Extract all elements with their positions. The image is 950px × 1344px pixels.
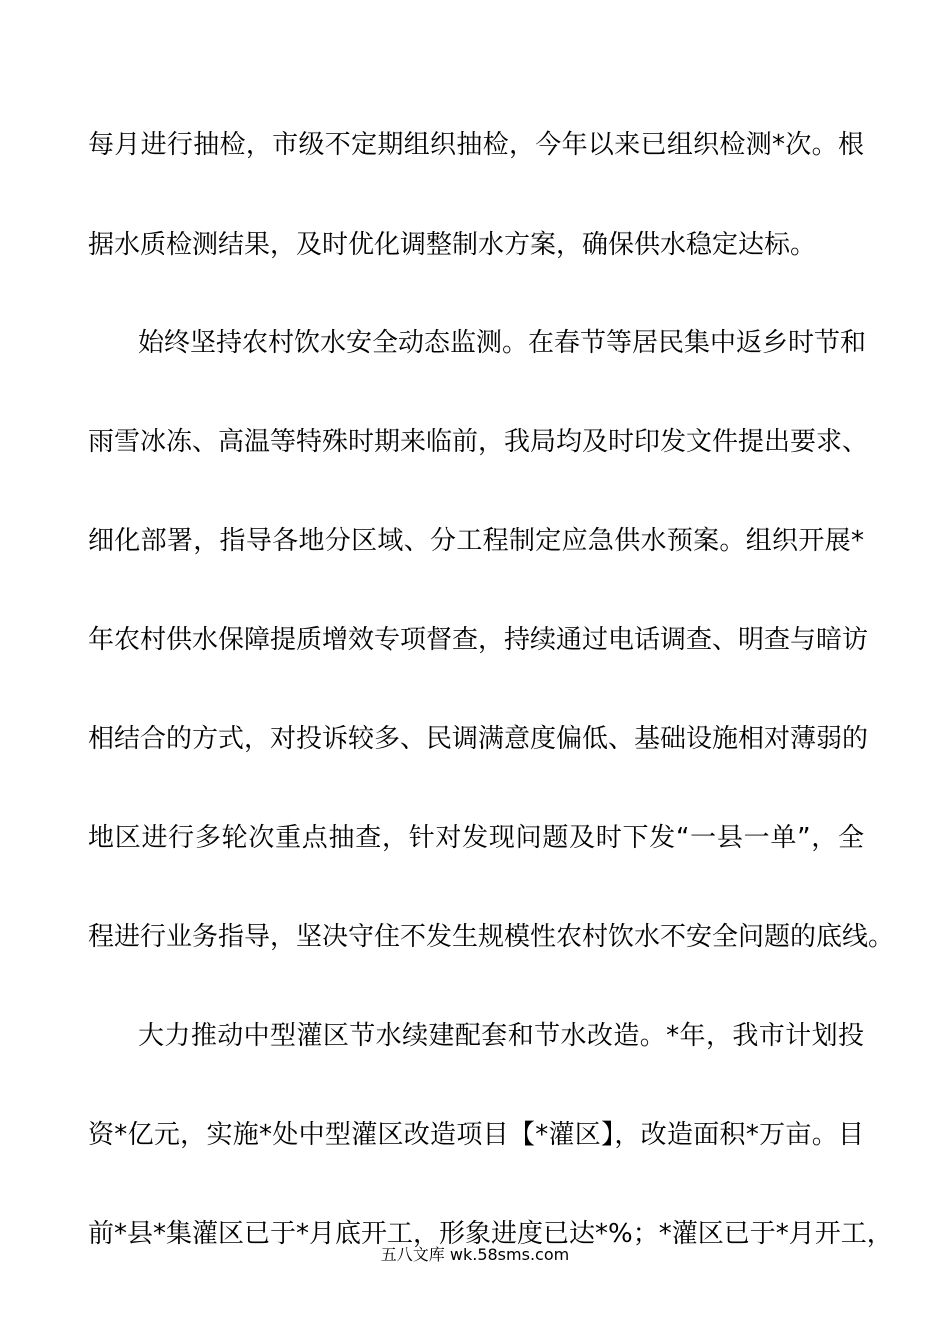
text-line-5: 细化部署，指导各地分区域、分工程制定应急供水预案。组织开展* [88, 526, 864, 556]
footer-watermark: 五八文库 wk.58sms.com [380, 1245, 570, 1264]
text-line-7: 相结合的方式，对投诉较多、民调满意度偏低、基础设施相对薄弱的 [88, 724, 869, 754]
paragraph-start-line-3: 始终坚持农村饮水安全动态监测。在春节等居民集中返乡时节和 [138, 328, 867, 358]
text-line-6: 年农村供水保障提质增效专项督查，持续通过电话调查、明查与暗访 [88, 625, 869, 655]
text-line-1: 每月进行抽检，市级不定期组织抽检，今年以来已组织检测*次。根 [88, 130, 864, 160]
text-line-11: 资*亿元，实施*处中型灌区改造项目【*灌区】，改造面积*万亩。目 [88, 1120, 864, 1150]
text-line-12: 前*县*集灌区已于*月底开工，形象进度已达*%；*灌区已于*月开工， [88, 1219, 893, 1249]
text-line-9: 程进行业务指导，坚决守住不发生规模性农村饮水不安全问题的底线。 [88, 922, 895, 952]
text-line-2: 据水质检测结果，及时优化调整制水方案，确保供水稳定达标。 [88, 230, 817, 260]
text-line-4: 雨雪冰冻、高温等特殊时期来临前，我局均及时印发文件提出要求、 [88, 427, 869, 457]
paragraph-start-line-10: 大力推动中型灌区节水续建配套和节水改造。*年，我市计划投 [138, 1021, 864, 1051]
text-line-8: 地区进行多轮次重点抽查，针对发现问题及时下发“一县一单”，全 [88, 823, 864, 853]
